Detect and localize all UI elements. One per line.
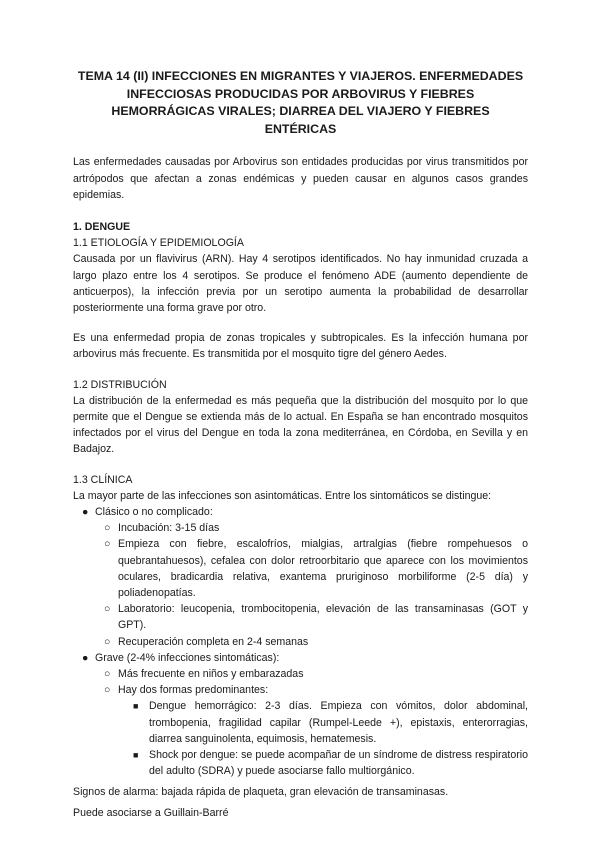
list-item-label: Clásico o no complicado: — [95, 506, 213, 519]
document-page — [73, 68, 528, 821]
open-circle-bullet-icon: ○ — [104, 538, 111, 551]
etiologia-paragraph-1: Causada por un flavivirus (ARN). Hay 4 serotipos identificados. No hay inmunidad cruzada a largo plazo entre los 4 serotipos. Se produce el fenómeno ADE (aumento dependiente de anticuerpos), la infección previa por un serotipo aumenta la probabilidad de desarrollar posteriormente una forma grave por otro. — [73, 253, 528, 314]
alarm-signs-paragraph: Signos de alarma: bajada rápida de plaqueta, gran elevación de transaminasas. — [73, 786, 449, 799]
list-item-text: Recuperación completa en 2-4 semanas — [118, 635, 309, 648]
list-item-text: Incubación: 3-15 días — [118, 522, 220, 535]
list-item — [73, 601, 528, 633]
list-item-text: Hay dos formas predominantes: — [118, 684, 269, 697]
intro-paragraph: Las enfermedades causadas por Arbovirus son entidades producidas por virus transmitidos por artrópodos que afectan a zonas endémicas y pueden causar en algunos casos grandes epidemias. — [73, 156, 528, 201]
open-circle-bullet-icon: ○ — [104, 635, 111, 648]
list-item — [73, 520, 528, 536]
list-item-text: Shock por dengue: se puede acompañar de un síndrome de distress respiratorio del adulto (SDRA) y puede asociarse fallo multiorgánico. — [149, 749, 528, 778]
section-heading-dengue: 1. DENGUE — [73, 220, 131, 233]
open-circle-bullet-icon: ○ — [104, 668, 111, 681]
list-item-text: Dengue hemorrágico: 2-3 días. Empieza con vómitos, dolor abdominal, trombopenia, fragilidad capilar (Rumpel-Leede +), epistaxis, enterorragias, diarrea sanguinolenta, equimosis, hematemesis. — [149, 700, 528, 745]
subsection-heading-etiologia: 1.1 ETIOLOGÍA Y EPIDEMIOLOGÍA — [73, 237, 244, 250]
list-item-text: Empieza con fiebre, escalofríos, mialgias, artralgias (fiebre rompehuesos o quebrantahuesos), cefalea con dolor retroorbitario que aparece con los movimientos oculares, bradicardia relativa, exantema pruriginoso morbiliforme (2-5 día) y poliadenopatías. — [118, 538, 528, 600]
list-item-text: Más frecuente en niños y embarazadas — [118, 668, 304, 681]
list-item-text: Laboratorio: leucopenia, trombocitopenia, elevación de las transaminasas (GOT y GPT). — [118, 603, 528, 632]
filled-circle-bullet-icon: ● — [82, 651, 89, 664]
guillain-barre-paragraph: Puede asociarse a Guillain-Barré — [73, 806, 229, 819]
subsection-heading-distribucion: 1.2 DISTRIBUCIÓN — [73, 378, 167, 391]
filled-circle-bullet-icon: ● — [82, 506, 89, 519]
open-circle-bullet-icon: ○ — [104, 603, 111, 616]
open-circle-bullet-icon: ○ — [104, 684, 111, 697]
list-item — [73, 666, 528, 682]
list-item — [73, 682, 528, 698]
clinica-lead: La mayor parte de las infecciones son asintomáticas. Entre los sintomáticos se distingue: — [73, 489, 492, 502]
etiologia-paragraph-2: Es una enfermedad propia de zonas tropicales y subtropicales. Es la infección humana por arbovirus más frecuente. Es transmitida por el mosquito tigre del género Aedes. — [73, 332, 528, 361]
distribucion-paragraph: La distribución de la enfermedad es más pequeña que la distribución del mosquito por lo que permite que el Dengue se extienda más de lo actual. En España se han encontrado mosquitos infectados por el virus del Dengue en toda la zona mediterránea, en Córdoba, en Sevilla y en Badajoz. — [73, 394, 528, 456]
list-item-label: Grave (2-4% infecciones sintomáticas): — [95, 651, 280, 664]
list-item-grave — [73, 650, 528, 666]
list-item-clasico — [73, 504, 528, 520]
subsection-heading-clinica: 1.3 CLÍNICA — [73, 473, 133, 486]
list-item — [73, 536, 528, 601]
list-item — [73, 747, 528, 779]
clinica-list — [73, 504, 528, 779]
list-item — [73, 634, 528, 650]
square-bullet-icon: ■ — [133, 701, 139, 712]
page-title: TEMA 14 (II) INFECCIONES EN MIGRANTES Y VIAJEROS. ENFERMEDADES INFECCIOSAS PRODUCIDAS POR ARBOVIRUS Y FIEBRES HEMORRÁGICAS VIRALES; DIARREA DEL VIAJERO Y FIEBRES ENTÉRICAS — [77, 69, 524, 136]
open-circle-bullet-icon: ○ — [104, 522, 111, 535]
list-item — [73, 698, 528, 747]
square-bullet-icon: ■ — [133, 750, 139, 761]
